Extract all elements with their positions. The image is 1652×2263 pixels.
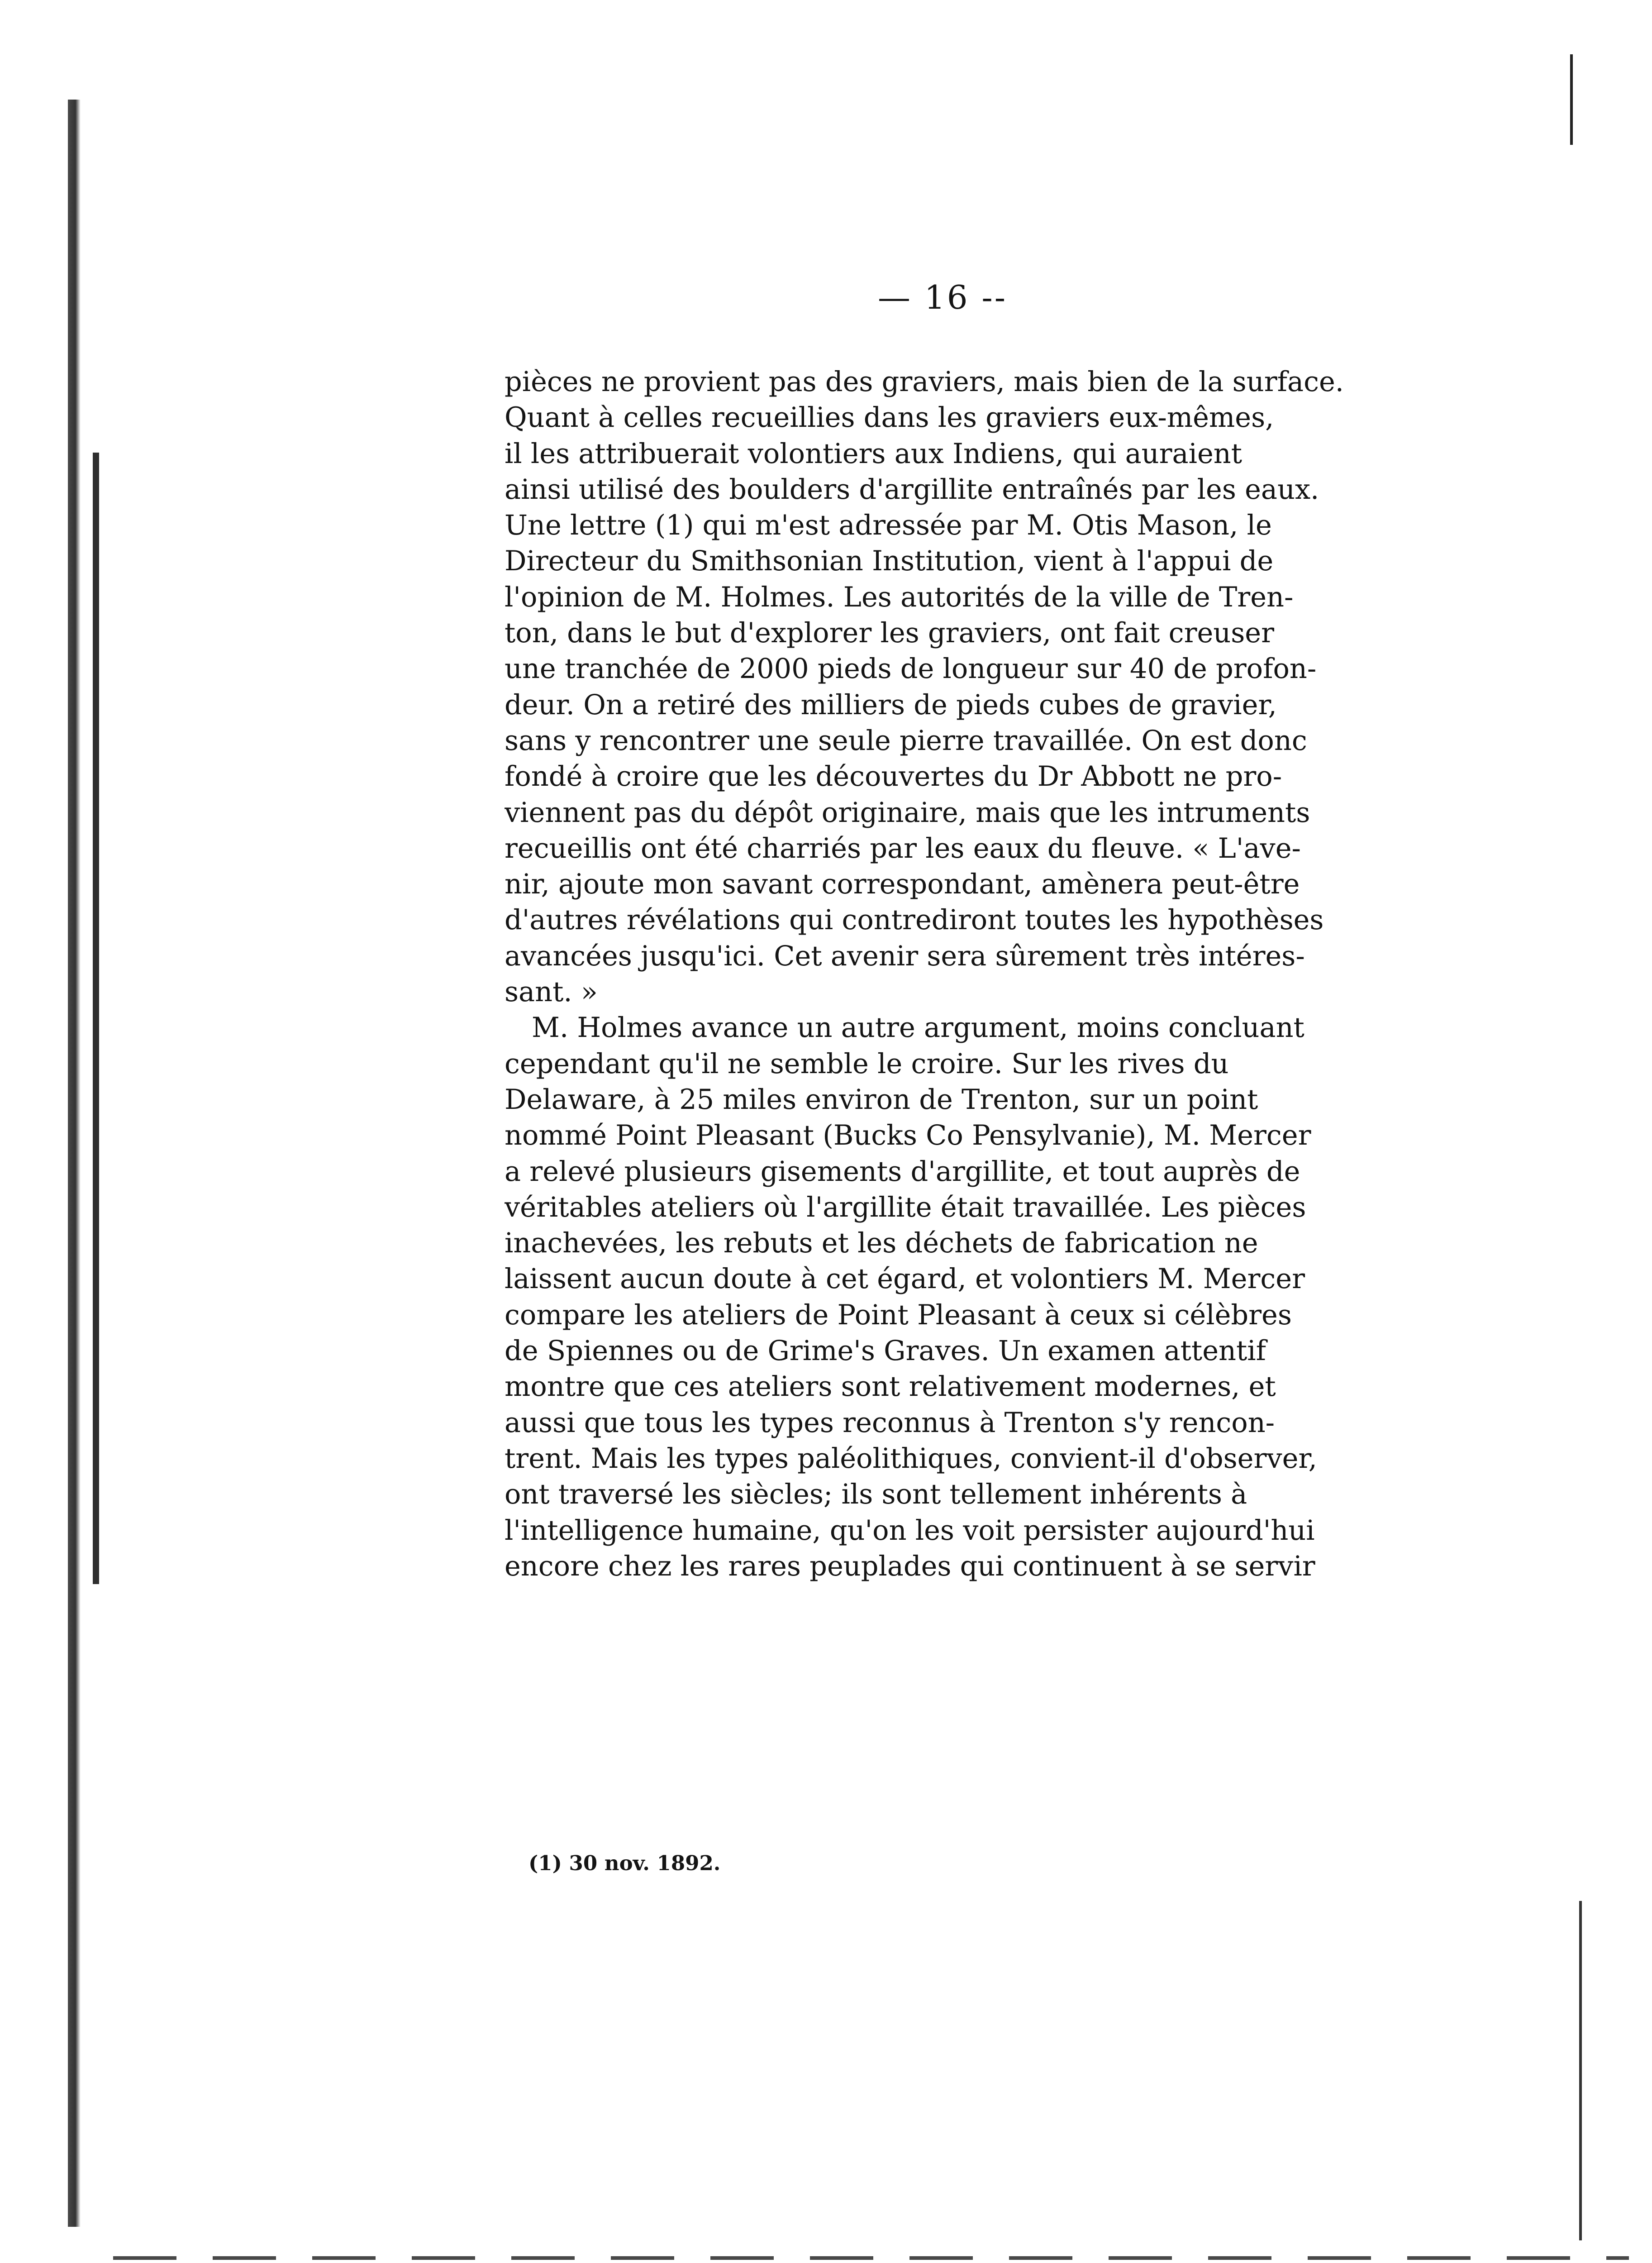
text-line: fondé à croire que les découvertes du Dr Abbott ne pro- xyxy=(505,761,1282,793)
text-line: nommé Point Pleasant (Bucks Co Pensylvanie), M. Mercer xyxy=(505,1120,1311,1152)
text-line: cependant qu'il ne semble le croire. Sur les rives du xyxy=(505,1048,1229,1080)
text-line: il les attribuerait volontiers aux Indiens, qui auraient xyxy=(505,438,1243,470)
text-line: l'opinion de M. Holmes. Les autorités de la ville de Tren- xyxy=(505,581,1294,613)
text-line: Delaware, à 25 miles environ de Trenton, sur un point xyxy=(505,1084,1258,1116)
text-line: nir, ajoute mon savant correspondant, amènera peut-être xyxy=(505,869,1300,901)
text-line: Directeur du Smithsonian Institution, vient à l'appui de xyxy=(505,545,1274,578)
text-line: montre que ces ateliers sont relativement modernes, et xyxy=(505,1371,1276,1403)
text-line: ainsi utilisé des boulders d'argillite entraînés par les eaux. xyxy=(505,473,1319,506)
scan-edge-artifact xyxy=(68,100,81,2227)
text-line: d'autres révélations qui contrediront toutes les hypothèses xyxy=(505,904,1324,936)
text-line: trent. Mais les types paléolithiques, convient-il d'observer, xyxy=(505,1442,1317,1475)
page-number: — 16 -- xyxy=(878,278,1008,316)
text-line: inachevées, les rebuts et les déchets de fabrication ne xyxy=(505,1227,1258,1260)
text-line: l'intelligence humaine, qu'on les voit persister aujourd'hui xyxy=(505,1514,1315,1547)
text-line: avancées jusqu'ici. Cet avenir sera sûrement très intéres- xyxy=(505,940,1305,972)
text-line: viennent pas du dépôt originaire, mais que les intruments xyxy=(505,797,1310,829)
text-line: de Spiennes ou de Grime's Graves. Un examen attentif xyxy=(505,1335,1266,1367)
text-line: sant. » xyxy=(505,976,598,1008)
text-line: sans y rencontrer une seule pierre travaillée. On est donc xyxy=(505,725,1307,757)
scan-edge-artifact xyxy=(113,2256,1629,2260)
text-line: une tranchée de 2000 pieds de longueur sur 40 de profon- xyxy=(505,653,1317,685)
text-line: deur. On a retiré des milliers de pieds cubes de gravier, xyxy=(505,689,1277,721)
text-line: ton, dans le but d'explorer les graviers, ont fait creuser xyxy=(505,617,1275,649)
footnote: (1) 30 nov. 1892. xyxy=(528,1851,721,1875)
text-line: pièces ne provient pas des graviers, mais bien de la surface. xyxy=(505,366,1344,398)
scan-edge-artifact xyxy=(1579,1901,1582,2240)
text-line: aussi que tous les types reconnus à Trenton s'y rencon- xyxy=(505,1407,1275,1439)
scan-edge-artifact xyxy=(93,453,99,1584)
text-line: M. Holmes avance un autre argument, moins concluant xyxy=(532,1012,1304,1044)
scan-edge-artifact xyxy=(1570,54,1573,145)
text-line: Quant à celles recueillies dans les graviers eux-mêmes, xyxy=(505,402,1274,434)
text-line: a relevé plusieurs gisements d'argillite, et tout auprès de xyxy=(505,1155,1300,1188)
text-line: encore chez les rares peuplades qui continuent à se servir xyxy=(505,1550,1315,1582)
text-line: laissent aucun doute à cet égard, et volontiers M. Mercer xyxy=(505,1263,1305,1295)
body-text xyxy=(505,364,1389,1585)
text-line: recueillis ont été charriés par les eaux du fleuve. « L'ave- xyxy=(505,832,1301,864)
text-line: compare les ateliers de Point Pleasant à ceux si célèbres xyxy=(505,1299,1292,1331)
text-line: Une lettre (1) qui m'est adressée par M. Otis Mason, le xyxy=(505,510,1272,542)
text-line: véritables ateliers où l'argillite était travaillée. Les pièces xyxy=(505,1191,1306,1223)
text-line: ont traversé les siècles; ils sont tellement inhérents à xyxy=(505,1479,1247,1511)
